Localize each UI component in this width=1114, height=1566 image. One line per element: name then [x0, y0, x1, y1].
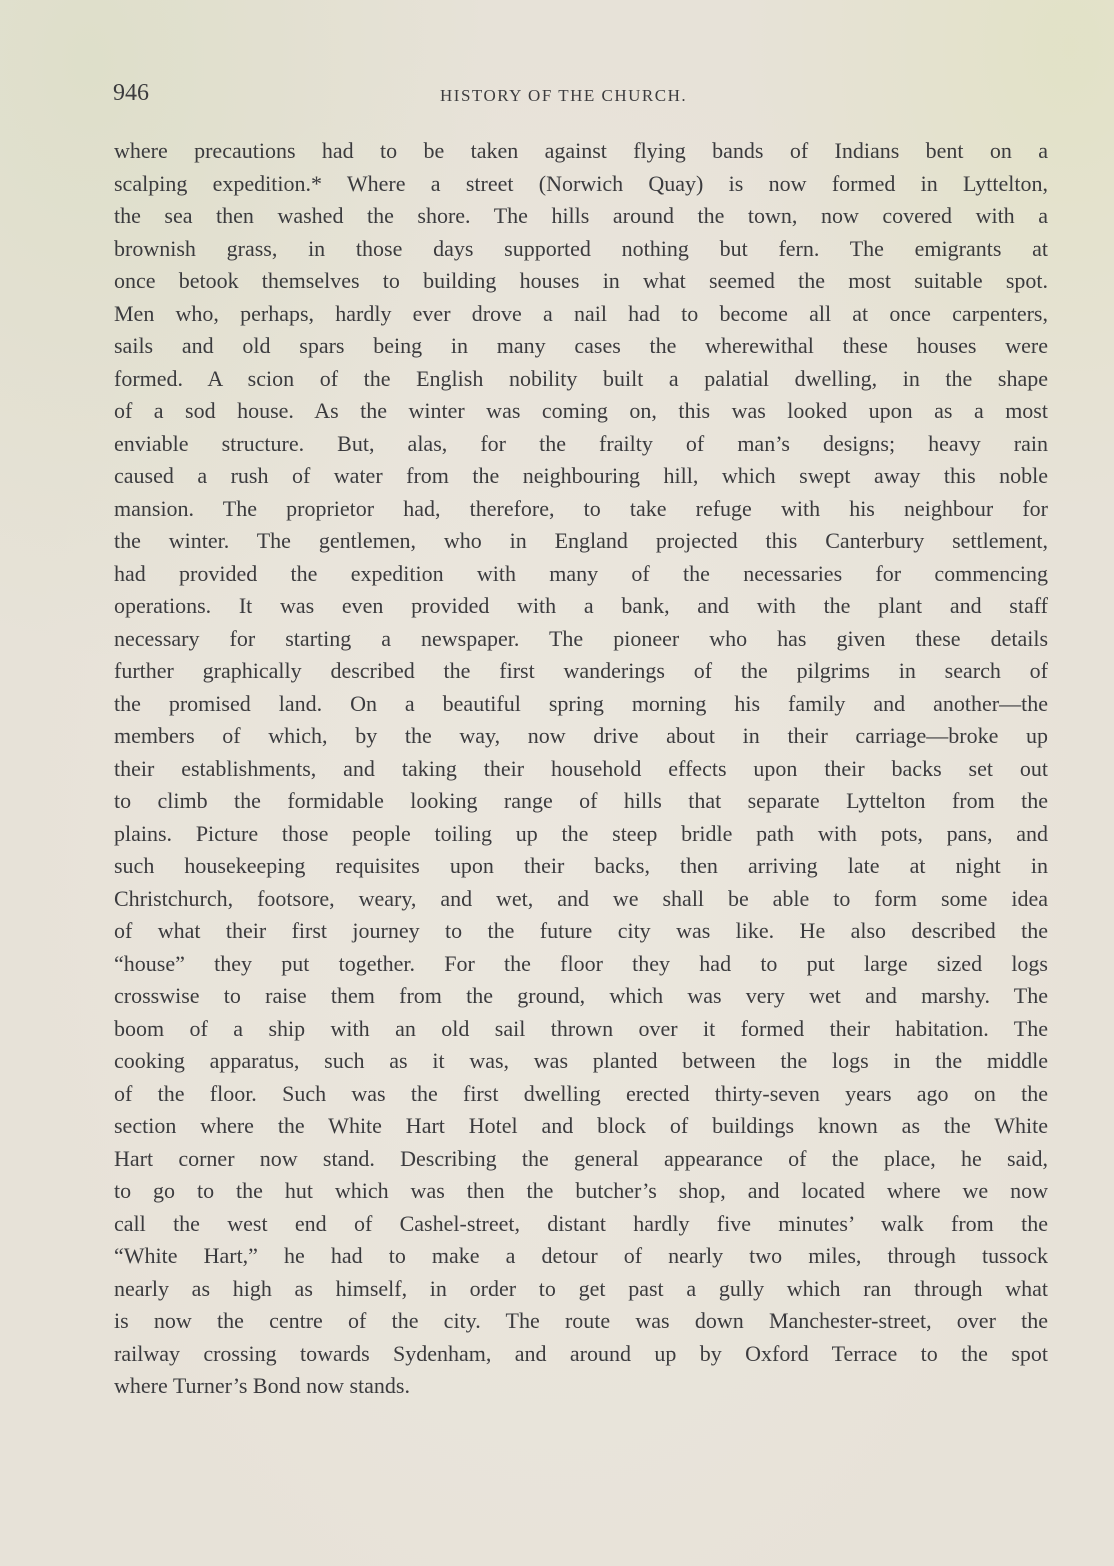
text-line: members of which, by the way, now drive about in their carriage—broke up	[114, 723, 1048, 748]
text-line: cooking apparatus, such as it was, was planted between the logs in the middle	[114, 1048, 1048, 1073]
text-line: scalping expedition.* Where a street (Norwich Quay) is now formed in Lyttelton,	[114, 170, 1048, 196]
text-line: necessary for starting a newspaper. The pioneer who has given these details	[114, 625, 1048, 651]
text-line: brownish grass, in those days supported nothing but fern. The emigrants at	[114, 235, 1048, 261]
text-line: further graphically described the first wanderings of the pilgrims in search of	[114, 658, 1048, 683]
text-line: Christchurch, footsore, weary, and wet, and we shall be able to form some idea	[114, 885, 1048, 911]
text-line: to go to the hut which was then the butcher’s shop, and located where we now	[114, 1178, 1048, 1203]
text-line: once betook themselves to building houses in what seemed the most suitable spot.	[114, 268, 1048, 293]
text-line: is now the centre of the city. The route was down Manchester-street, over the	[114, 1308, 1048, 1333]
text-line: caused a rush of water from the neighbouring hill, which swept away this noble	[114, 463, 1048, 488]
body-text	[114, 135, 1048, 1403]
text-line: enviable structure. But, alas, for the frailty of man’s designs; heavy rain	[114, 430, 1048, 456]
text-line: boom of a ship with an old sail thrown over it formed their habitation. The	[114, 1015, 1048, 1041]
running-title: HISTORY OF THE CHURCH.	[440, 86, 688, 105]
text-line: “house” they put together. For the floor they had to put large sized logs	[114, 950, 1048, 976]
text-line: the promised land. On a beautiful spring morning his family and another—the	[114, 690, 1048, 716]
text-line: Men who, perhaps, hardly ever drove a nail had to become all at once carpenters,	[114, 300, 1048, 326]
text-line: formed. A scion of the English nobility built a palatial dwelling, in the shape	[114, 365, 1048, 391]
text-line: section where the White Hart Hotel and block of buildings known as the White	[114, 1113, 1048, 1138]
text-line: sails and old spars being in many cases the wherewithal these houses were	[114, 333, 1048, 358]
text-line: where precautions had to be taken against flying bands of Indians bent on a	[114, 138, 1048, 163]
text-line: “White Hart,” he had to make a detour of nearly two miles, through tussock	[114, 1243, 1048, 1268]
text-line: the sea then washed the shore. The hills around the town, now covered with a	[114, 203, 1048, 228]
text-line: of what their first journey to the future city was like. He also described the	[114, 918, 1048, 943]
text-line: plains. Picture those people toiling up the steep bridle path with pots, pans, and	[114, 820, 1048, 846]
text-line: such housekeeping requisites upon their backs, then arriving late at night in	[114, 853, 1048, 878]
text-line: nearly as high as himself, in order to get past a gully which ran through what	[114, 1275, 1048, 1301]
text-line: the winter. The gentlemen, who in England projected this Canterbury settlement,	[114, 528, 1048, 553]
text-line: mansion. The proprietor had, therefore, to take refuge with his neighbour for	[114, 495, 1048, 521]
text-line: where Turner’s Bond now stands.	[114, 1373, 410, 1398]
text-line: to climb the formidable looking range of hills that separate Lyttelton from the	[114, 788, 1048, 813]
text-line: crosswise to raise them from the ground, which was very wet and marshy. The	[114, 983, 1048, 1008]
text-line: operations. It was even provided with a bank, and with the plant and staff	[114, 593, 1048, 618]
page-number: 946	[113, 80, 149, 106]
text-line: their establishments, and taking their household effects upon their backs set out	[114, 755, 1048, 781]
running-head	[113, 80, 713, 112]
text-line: had provided the expedition with many of the necessaries for commencing	[114, 560, 1048, 586]
text-line: call the west end of Cashel-street, distant hardly five minutes’ walk from the	[114, 1210, 1048, 1236]
text-line: of a sod house. As the winter was coming on, this was looked upon as a most	[114, 398, 1048, 423]
text-line: of the floor. Such was the first dwelling erected thirty-seven years ago on the	[114, 1080, 1048, 1106]
text-line: railway crossing towards Sydenham, and around up by Oxford Terrace to the spot	[114, 1340, 1048, 1366]
text-line: Hart corner now stand. Describing the general appearance of the place, he said,	[114, 1145, 1048, 1171]
